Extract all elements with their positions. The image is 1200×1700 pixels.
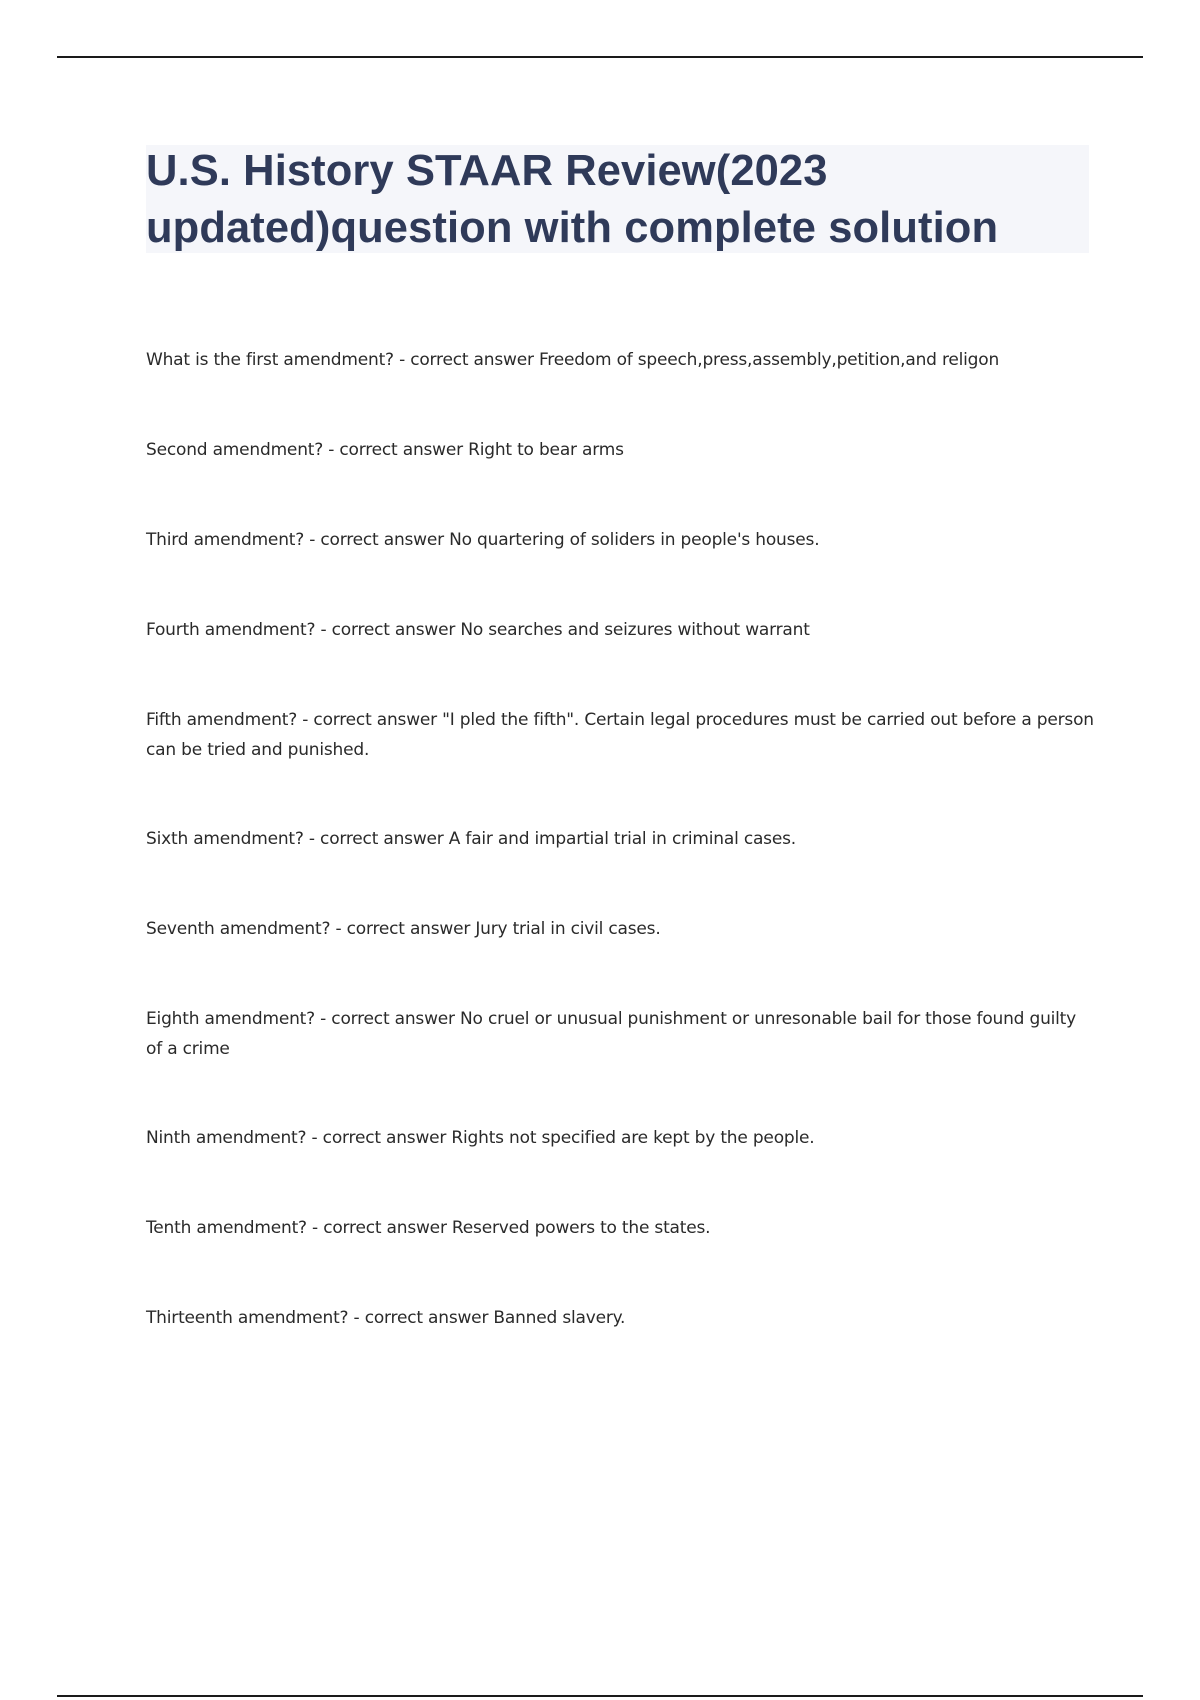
qa-item-fifth-amendment: Fifth amendment? - correct answer "I pled the fifth". Certain legal procedures must be carried out before a person can be tried and punished. bbox=[146, 710, 1094, 760]
qa-item-eighth-amendment: Eighth amendment? - correct answer No cruel or unusual punishment or unresonable bail for those found guilty of a crime bbox=[146, 1009, 1077, 1059]
qa-list bbox=[146, 345, 1096, 1393]
qa-item-tenth-amendment: Tenth amendment? - correct answer Reserved powers to the states. bbox=[146, 1218, 711, 1238]
document-title: U.S. History STAAR Review(2023 updated)question with complete solution bbox=[146, 147, 999, 252]
bottom-rule bbox=[57, 1695, 1143, 1697]
qa-item-thirteenth-amendment: Thirteenth amendment? - correct answer Banned slavery. bbox=[146, 1308, 626, 1328]
qa-item-third-amendment: Third amendment? - correct answer No quartering of soliders in people's houses. bbox=[146, 530, 820, 550]
top-rule bbox=[57, 56, 1143, 58]
qa-item-seventh-amendment: Seventh amendment? - correct answer Jury trial in civil cases. bbox=[146, 919, 661, 939]
qa-item-sixth-amendment: Sixth amendment? - correct answer A fair and impartial trial in criminal cases. bbox=[146, 829, 796, 849]
qa-item-fourth-amendment: Fourth amendment? - correct answer No searches and seizures without warrant bbox=[146, 620, 810, 640]
qa-item-ninth-amendment: Ninth amendment? - correct answer Rights not specified are kept by the people. bbox=[146, 1128, 815, 1148]
qa-item-first-amendment: What is the first amendment? - correct answer Freedom of speech,press,assembly,petition,and religon bbox=[146, 350, 1000, 370]
qa-item-second-amendment: Second amendment? - correct answer Right to bear arms bbox=[146, 440, 624, 460]
